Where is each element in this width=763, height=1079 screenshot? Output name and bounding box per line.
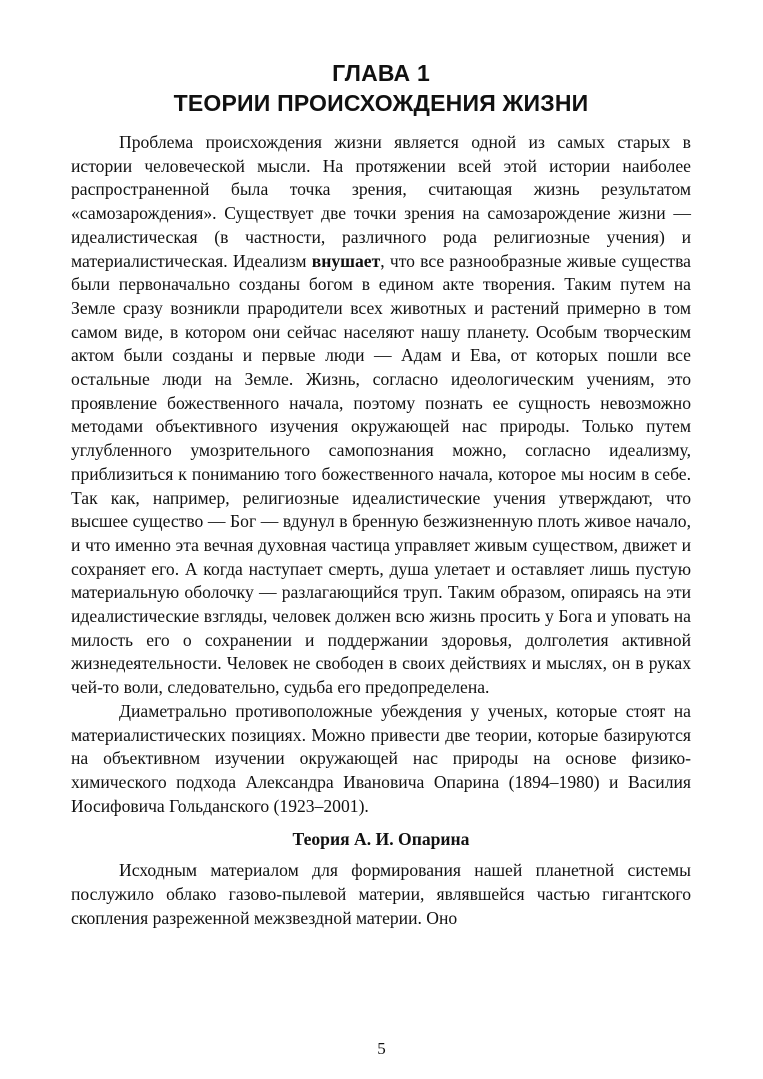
chapter-number: ГЛАВА 1: [332, 60, 430, 86]
page-number: 5: [377, 1039, 386, 1058]
paragraph-1: [71, 131, 691, 700]
paragraph-1-end: , что все разнообразные живые существа были первоначально созданы богом в едином акте творения. Таким путем на Земле сразу возникли прародители всех животных и растений примерно в том самом виде, в котором они сейчас населяют нашу планету. Особым творческим актом были созданы и первые люди — Адам и Ева, от которых пошли все остальные люди на Земле. Жизнь, согласно идеологическим учениям, это проявление божественного начала, поэтому познать ее сущность невозможно методами объективного изучения окружающей нас природы. Только путем углубленного умозрительного самопознания можно, согласно идеализму, приблизиться к пониманию того божественного начала, которое мы носим в себе. Так как, например, религиозные идеалистические учения утверждают, что высшее существо — Бог — вдунул в бренную безжизненную плоть живое начало, и что именно эта вечная духовная частица управляет живым существом, движет и сохраняет его. А когда наступает смерть, душа улетает и оставляет лишь пустую материальную оболочку — разлагающийся труп. Таким образом, опираясь на эти идеалистические взгляды, человек должен всю жизнь просить у Бога и уповать на милость его о сохранении и поддержании здоровья, долголетия активной жизнедеятельности. Человек не свободен в своих действиях и мыслях, он в руках чей-то воли, следовательно, судьба его предопределена.: [71, 250, 691, 698]
page: [71, 0, 691, 931]
chapter-title: ТЕОРИИ ПРОИСХОЖДЕНИЯ ЖИЗНИ: [173, 90, 589, 116]
body-text: [71, 131, 691, 931]
paragraph-2: Диаметрально противоположные убеждения у ученых, которые стоят на материалистических позициях. Можно привести две теории, которые базируются на объективном изучении окружающей нас природы на основе физико-химического подхода Александра Ивановича Опарина (1894–1980) и Василия Иосифовича Гольданского (1923–2001).: [71, 700, 691, 816]
section-subheading: Теория А. И. Опарина: [292, 829, 470, 850]
emphasis-word: внушает: [311, 250, 381, 271]
paragraph-3: Исходным материалом для формирования нашей планетной системы послужило облако газово-пылевой материи, являвшейся частью гигантского скопления разреженной межзвездной материи. Оно: [71, 860, 691, 928]
paragraph-1-start: Проблема происхождения жизни является одной из самых старых в истории человеческой мысли. На протяжении всей этой истории наиболее распространенной была точка зрения, считающая жизнь результатом «самозарождения». Существует две точки зрения на самозарождение жизни — идеалистическая (в частности, различного рода религиозные учения) и материалистическая. Идеализм: [71, 132, 691, 271]
chapter-heading: [71, 58, 691, 118]
